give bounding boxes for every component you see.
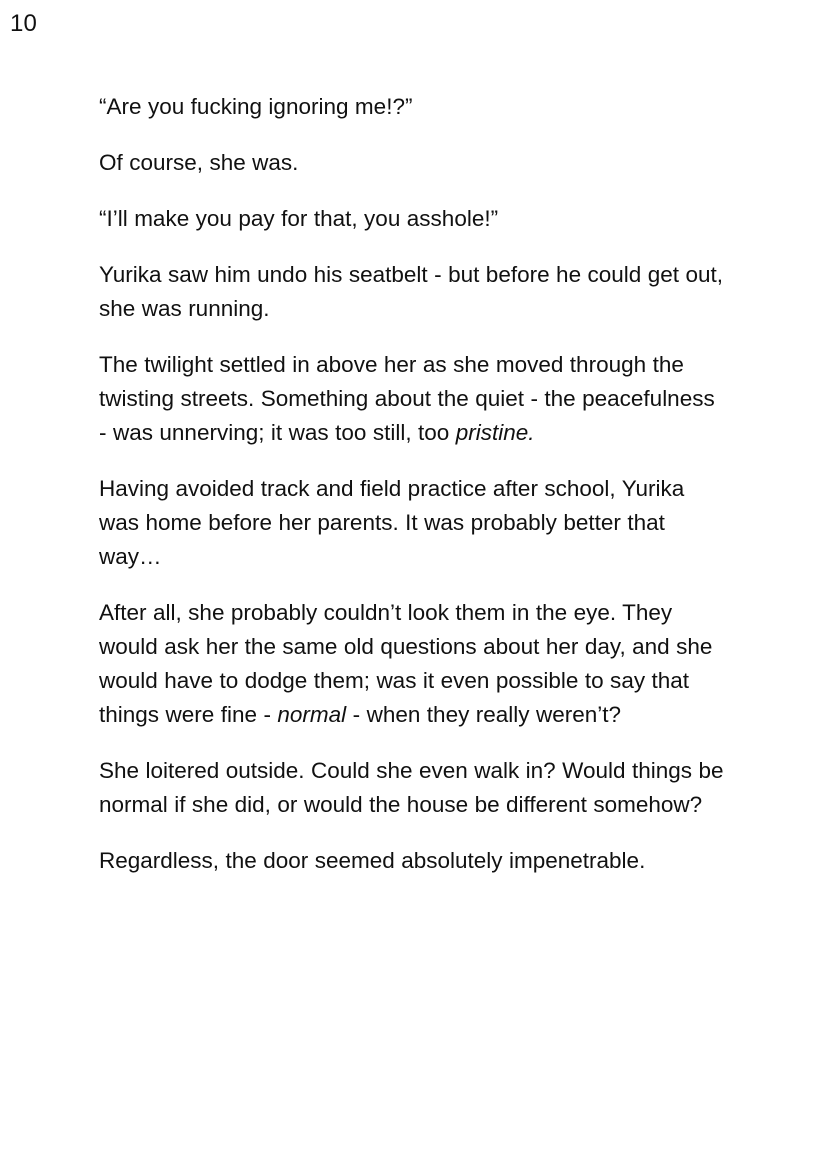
page-number: 10	[10, 10, 38, 37]
paragraph-segment: - when they really weren’t?	[346, 702, 622, 727]
paragraph: “Are you fucking ignoring me!?”	[99, 94, 413, 119]
paragraph: Having avoided track and field practice after school, Yurika was home before her parents. It was probably better that way…	[99, 476, 685, 569]
paragraph: Yurika saw him undo his seatbelt - but before he could get out, she was running.	[99, 262, 724, 321]
paragraph-segment-emphasis: normal	[277, 702, 347, 727]
paragraph: She loitered outside. Could she even walk in? Would things be normal if she did, or would the house be different somehow?	[99, 758, 724, 817]
paragraph: Of course, she was.	[99, 150, 299, 175]
body-text-column	[99, 90, 724, 878]
paragraph: Regardless, the door seemed absolutely impenetrable.	[99, 848, 646, 873]
paragraph-segment: After all, she probably couldn’t look them in the eye. They would ask her the same old questions about her day, and she would have to dodge them; was it even possible to say that things were fine -	[99, 600, 713, 727]
paragraph-segment-emphasis: pristine.	[455, 420, 535, 445]
paragraph	[99, 348, 724, 450]
paragraph	[99, 596, 724, 732]
paragraph-segment: The twilight settled in above her as she moved through the twisting streets. Something about the quiet - the peacefulness - was unnerving; it was too still, too	[99, 352, 715, 445]
paragraph: “I’ll make you pay for that, you asshole!”	[99, 206, 499, 231]
